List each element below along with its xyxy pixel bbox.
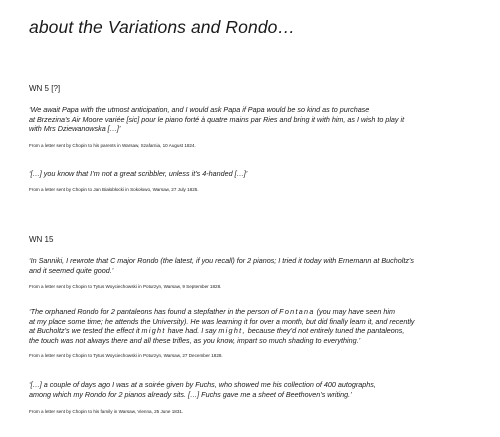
quote-text: (you may have seen him — [314, 307, 395, 316]
section-heading-wn15: WN 15 — [29, 235, 54, 244]
quote-line: at Brzezina’s Air Moore variée [sic] pour le piano forté à quatre mains par Ries and bring it with him, as I wish to play it — [29, 114, 405, 124]
quote-line: among which my Rondo for 2 pianos already sits. […] Fuchs gave me a sheet of Beethoven’s writing.’ — [29, 389, 352, 399]
quote-line: the touch was not always there and all these trifles, as you know, impart so much shading to everything.’ — [29, 335, 361, 345]
quote-wn15-3 — [29, 380, 376, 399]
quote-line: ‘In Sanniki, I rewrote that C major Rondo (the latest, if you recall) for 2 pianos; I tried it today with Ernemann at Bucholtz’s — [29, 256, 414, 265]
spaced-word: might, — [218, 326, 246, 336]
quote-wn15-2 — [29, 307, 415, 345]
spaced-word: might — [141, 326, 166, 336]
letter-source: From a letter sent by Chopin to Tytus Woyciechowski in Poturzyn, Warsaw, 27 December 1828. — [29, 353, 223, 358]
letter-source: From a letter sent by Chopin to his parents in Warsaw, Szafarnia, 10 August 1824. — [29, 143, 196, 148]
quote-line — [29, 326, 415, 336]
quote-line: ‘[…] you know that I’m not a great scribbler, unless it’s 4-handed […]’ — [29, 169, 248, 178]
section-heading-wn5: WN 5 [?] — [29, 84, 61, 93]
quote-wn5-2 — [29, 169, 247, 179]
quote-line: and it seemed quite good.’ — [29, 265, 114, 275]
quote-line: at my place some time; he attends the University). He was learning it for over a month, but did finally learn it, and recently — [29, 316, 415, 326]
spaced-name: Fontana — [279, 307, 315, 316]
letter-source: From a letter sent by Chopin to Tytus Woyciechowski in Poturzyn, Warsaw, 9 September 1828. — [29, 284, 222, 289]
quote-text: at Bucholtz’s we tested the effect it — [29, 326, 142, 336]
quote-text: ‘The orphaned Rondo for 2 pantaleons has found a stepfather in the person of — [29, 307, 280, 316]
letter-source: From a letter sent by Chopin to his family in Warsaw, Vienna, 25 June 1831. — [29, 409, 184, 414]
quote-line: ‘[…] a couple of days ago I was at a soirée given by Fuchs, who showed me his collection of 400 autographs, — [29, 380, 376, 389]
quote-wn15-1 — [29, 256, 414, 275]
quote-line: with Mrs Dziewanowska […]’ — [29, 124, 121, 134]
letter-source: From a letter sent by Chopin to Jan Białobłocki in Sokołowo, Warsaw, 27 July 1825. — [29, 187, 199, 192]
quote-line: ‘We await Papa with the utmost anticipation, and I would ask Papa if Papa would be so kind as to purchase — [29, 105, 370, 114]
quote-wn5-1 — [29, 105, 404, 134]
quote-text: because they’d not entirely tuned the pantaleons, — [245, 326, 405, 336]
quote-text: have had. I say — [165, 326, 219, 336]
page-title: about the Variations and Rondo… — [29, 17, 296, 37]
quote-line — [29, 307, 415, 317]
